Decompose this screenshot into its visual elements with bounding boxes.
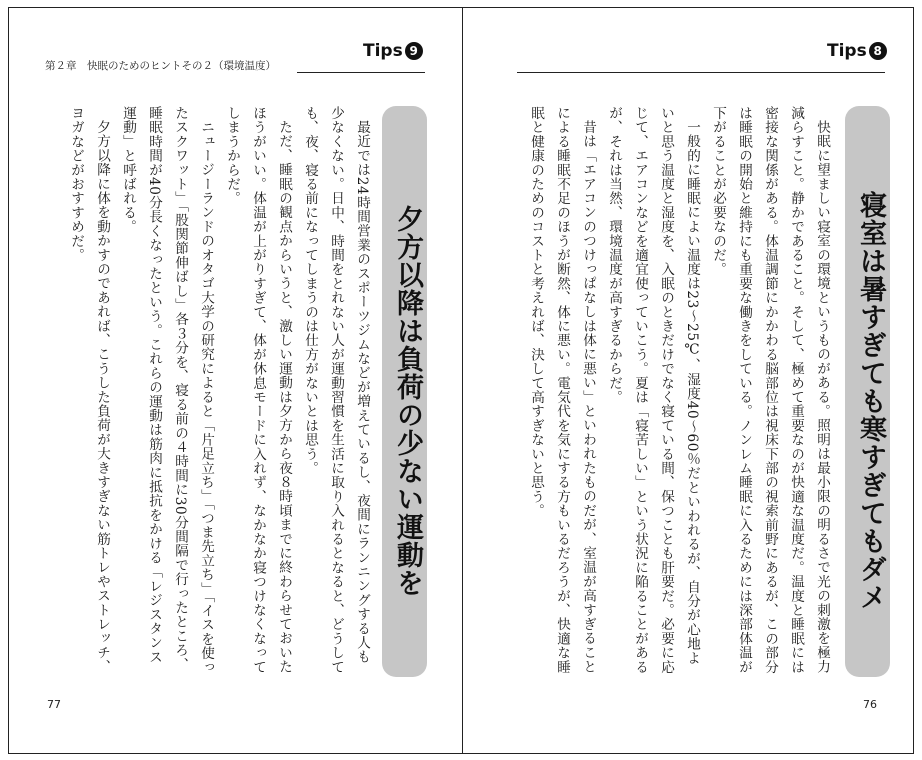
body-text [517, 106, 835, 677]
paragraph: 最近では24時間営業のスポーツジムなどが増えているし、夜間にランニングする人も少なくない。日中、時間をとれない人が運動習慣を生活に取り入れるとなると、どうしても、夜、寝る前になってしまうのは仕方がないとは思う。 [302, 106, 370, 674]
tips-text: Tips [827, 41, 867, 61]
page-number: 76 [863, 698, 877, 711]
tips-number-badge: 9 [405, 42, 423, 60]
tip-title: 夕方以降は負荷の少ない運動を [382, 106, 427, 677]
tips-label [363, 41, 423, 61]
header-rule [517, 72, 885, 73]
tip-title: 寝室は暑すぎても寒すぎてもダメ [845, 106, 890, 677]
header-rule [297, 72, 425, 73]
tips-label [827, 41, 887, 61]
paragraph: ニュージーランドのオタゴ大学の研究によると「片足立ち」「つま先立ち」「イスを使ったスクワット」「股関節伸ばし」各３分を、寝る前の４時間に30分間隔で行ったところ、睡眠時間が40分長くなったという。これらの運動は筋肉に抵抗をかける「レジスタンス運動」と呼ばれる。 [120, 106, 214, 674]
tips-number-badge: 8 [869, 42, 887, 60]
right-page [463, 7, 914, 754]
paragraph: 一般的に睡眠によい温度は23～25℃、湿度40～60％だといわれるが、自分が心地よいと思う温度と湿度を、入眠のときだけでなく寝ている間、保つことも肝要だ。必要に応じて、エアコンなどを適宜使っていこう。夏は「寝苦しい」という状況に陥ることがあるが、それは当然、環境温度が高すぎるからだ。 [606, 106, 700, 674]
running-head: 第２章 快眠のためのヒントその２（環境温度） [45, 60, 276, 72]
paragraph: 快眠に望ましい寝室の環境というものがある。照明は最小限の明るさで光の刺激を極力減らすこと。静かであること。そして、極めて重要なのが快適な温度だ。温度と睡眠には密接な関係がある。体温調節にかかわる脳部位は視床下部の視索前野にあるが、この部分は睡眠の開始と維持にも重要な働きをしている。ノンレム睡眠に入るためには深部体温が下がることが必要なのだ。 [710, 106, 830, 674]
page-number: 77 [47, 698, 61, 711]
tips-text: Tips [363, 41, 403, 61]
body-text [57, 106, 375, 677]
paragraph: 夕方以降に体を動かすのであれば、こうした負荷が大きすぎない筋トレやストレッチ、ヨガなどがおすすめだ。 [68, 106, 110, 674]
paragraph: 昔は「エアコンのつけっぱなしは体に悪い」といわれたものだが、室温が高すぎることによる睡眠不足のほうが断然、体に悪い。電気代を気にする方もいるだろうが、快適な睡眠と健康のためのコストと考えれば、決して高すぎないと思う。 [528, 106, 596, 674]
paragraph: ただ、睡眠の観点からいうと、激しい運動は夕方から夜８時頃までに終わらせておいたほうがいい。体温が上がりすぎて、体が休息モードに入れず、なかなか寝つけなくなってしまうからだ。 [224, 106, 292, 674]
left-page [8, 7, 463, 754]
